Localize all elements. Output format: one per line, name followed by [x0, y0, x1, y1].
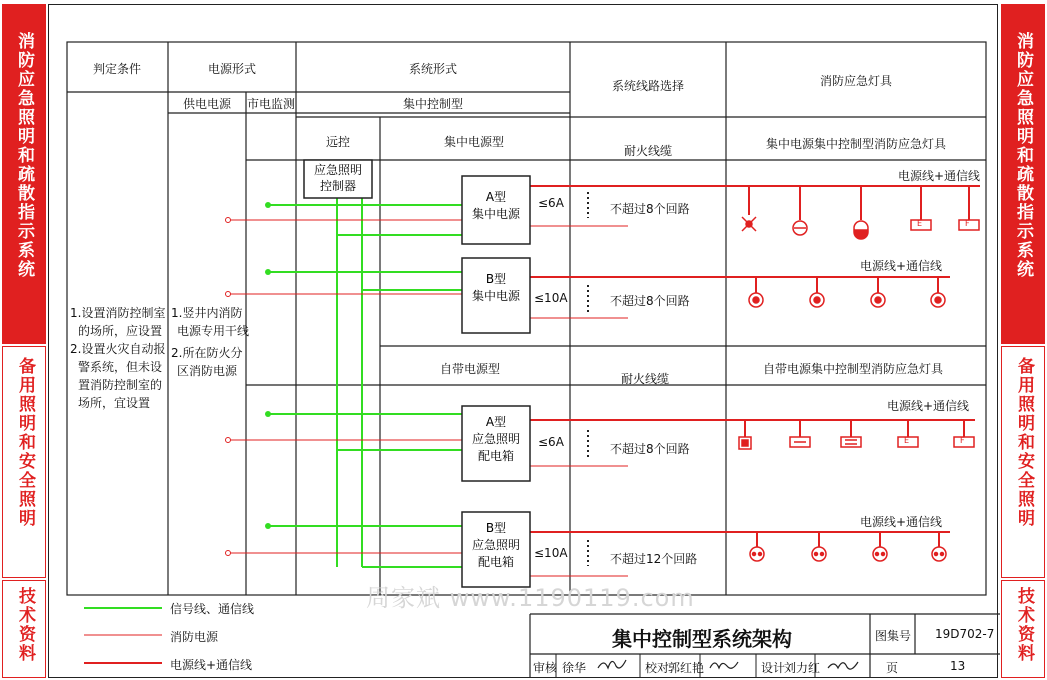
subheader-supply: 供电电源: [182, 97, 232, 111]
header-system-form: 系统形式: [408, 62, 458, 76]
row3-luminaires: [739, 437, 974, 449]
legend-power-comm-label: 电源线+通信线: [170, 658, 253, 672]
luminaire-twin-head-icon: [873, 547, 887, 561]
exit-sign-letter: E: [904, 436, 910, 445]
subheader-fire-cable-2: 耐火线缆: [620, 372, 670, 386]
row1-luminaires: [742, 217, 979, 239]
header-power-form: 电源形式: [207, 62, 257, 76]
legend-fire-power-label: 消防电源: [170, 630, 219, 644]
left-sidebar-group-2-label: 备用照明和安全照明: [15, 357, 35, 528]
right-sidebar-group-3-label: 技术资料: [1014, 587, 1034, 663]
row2-luminaires: [749, 293, 945, 307]
checker-name: 郭红艳: [668, 661, 705, 675]
subheader-remote: 远控: [325, 135, 351, 149]
subheader-monitor: 市电监测: [246, 97, 296, 111]
unit-line: 集中电源: [471, 207, 520, 221]
wire-label: 电源线+通信线: [898, 169, 981, 183]
current-limit: ≤10A: [534, 546, 568, 560]
reviewer-name: 徐华: [562, 661, 587, 675]
design-label: 设计: [761, 661, 786, 675]
current-limit: ≤6A: [538, 196, 564, 210]
unit-line: 配电箱: [477, 449, 514, 463]
circuit-limit: 不超过8个回路: [610, 202, 690, 216]
wire-label: 电源线+通信线: [860, 259, 943, 273]
subheader-luminaire-central: 集中电源集中控制型消防应急灯具: [765, 137, 947, 151]
header-condition: 判定条件: [92, 62, 142, 76]
page-label: 页: [886, 661, 899, 675]
luminaire-lamp-icon: [749, 293, 763, 307]
atlas-number: 19D702-7: [935, 627, 995, 641]
unit-line: A型: [485, 415, 507, 429]
condition-line: 2.设置火灾自动报: [70, 342, 166, 356]
luminaire-x-icon: [742, 217, 756, 231]
signal-dots: [265, 202, 271, 529]
controller-label[interactable]: [304, 162, 372, 194]
luminaire-twin-head-icon: [750, 547, 764, 561]
row4-luminaires: [750, 547, 946, 561]
legend-lines: [84, 608, 162, 663]
unit-line: 配电箱: [477, 555, 514, 569]
left-sidebar-group-1-label: 消防应急照明和疏散指示系统: [14, 32, 34, 279]
unit-line: B型: [485, 521, 507, 535]
condition-line: 场所，宜设置: [78, 396, 151, 410]
review-label: 审核: [533, 661, 558, 675]
check-label: 校对: [645, 661, 670, 675]
watermark: 周家斌 www.1190119.com: [366, 584, 695, 612]
wire-label: 电源线+通信线: [887, 399, 970, 413]
supply-line: 1.竖井内消防: [171, 306, 243, 320]
drawing-title: 集中控制型系统架构: [612, 627, 792, 651]
condition-text: [70, 304, 165, 412]
subheader-central-power: 集中电源型: [443, 135, 505, 149]
supply-line: 区消防电源: [177, 364, 238, 378]
unit-line: A型: [485, 190, 507, 204]
luminaire-circle-dash-icon: [793, 221, 807, 235]
condition-line: 的场所，应设置: [78, 324, 163, 338]
wire-label: 电源线+通信线: [860, 515, 943, 529]
unit-3-label[interactable]: [462, 414, 530, 465]
unit-line: 应急照明: [471, 432, 520, 446]
circuit-limit: 不超过8个回路: [610, 294, 690, 308]
left-sidebar-group-3-label: 技术资料: [15, 587, 35, 663]
luminaire-twin-head-icon: [932, 547, 946, 561]
unit-1-label[interactable]: [462, 189, 530, 223]
luminaire-circle-half-icon: [854, 221, 868, 239]
exit-sign-letter: F: [965, 219, 970, 228]
subheader-fire-cable-1: 耐火线缆: [623, 144, 673, 158]
designer-name: 刘力红: [784, 661, 821, 675]
unit-line: B型: [485, 272, 507, 286]
exit-sign-letter: F: [960, 436, 965, 445]
fire-power-origins: [226, 218, 231, 556]
luminaire-arrow-icon: [790, 437, 810, 447]
fire-power-lines: [228, 220, 628, 576]
header-luminaires: 消防应急灯具: [819, 74, 893, 88]
condition-line: 1.设置消防控制室: [70, 306, 166, 320]
subheader-luminaire-self: 自带电源集中控制型消防应急灯具: [762, 362, 944, 376]
luminaire-lamp-icon: [871, 293, 885, 307]
atlas-label: 图集号: [875, 629, 912, 643]
controller-line: 控制器: [319, 179, 356, 193]
luminaire-double-arrow-icon: [841, 437, 861, 447]
legend-signal-label: 信号线、通信线: [170, 602, 255, 616]
unit-line: 集中电源: [471, 289, 520, 303]
circuit-limit: 不超过12个回路: [610, 552, 698, 566]
supply-line: 2.所在防火分: [171, 346, 243, 360]
luminaire-twin-head-icon: [812, 547, 826, 561]
condition-line: 置消防控制室的: [78, 378, 163, 392]
right-sidebar-group-1-label: 消防应急照明和疏散指示系统: [1013, 32, 1033, 279]
condition-line: 警系统，但未设: [78, 360, 163, 374]
luminaire-square-icon: [739, 437, 751, 449]
right-sidebar-group-2-label: 备用照明和安全照明: [1014, 357, 1034, 528]
header-line-choice: 系统线路选择: [611, 79, 685, 93]
supply-line: 电源专用干线: [177, 324, 250, 338]
luminaire-lamp-icon: [931, 293, 945, 307]
supply-text: [171, 304, 249, 380]
unit-line: 应急照明: [471, 538, 520, 552]
exit-sign-letter: E: [917, 219, 923, 228]
current-limit: ≤6A: [538, 435, 564, 449]
signal-lines: [268, 198, 462, 567]
controller-line: 应急照明: [313, 163, 362, 177]
unit-2-label[interactable]: [462, 271, 530, 305]
circuit-limit: 不超过8个回路: [610, 442, 690, 456]
unit-4-label[interactable]: [462, 520, 530, 571]
current-limit: ≤10A: [534, 291, 568, 305]
luminaire-lamp-icon: [810, 293, 824, 307]
subheader-central-control: 集中控制型: [402, 97, 464, 111]
page-number: 13: [950, 659, 966, 673]
subheader-self-power: 自带电源型: [439, 362, 501, 376]
